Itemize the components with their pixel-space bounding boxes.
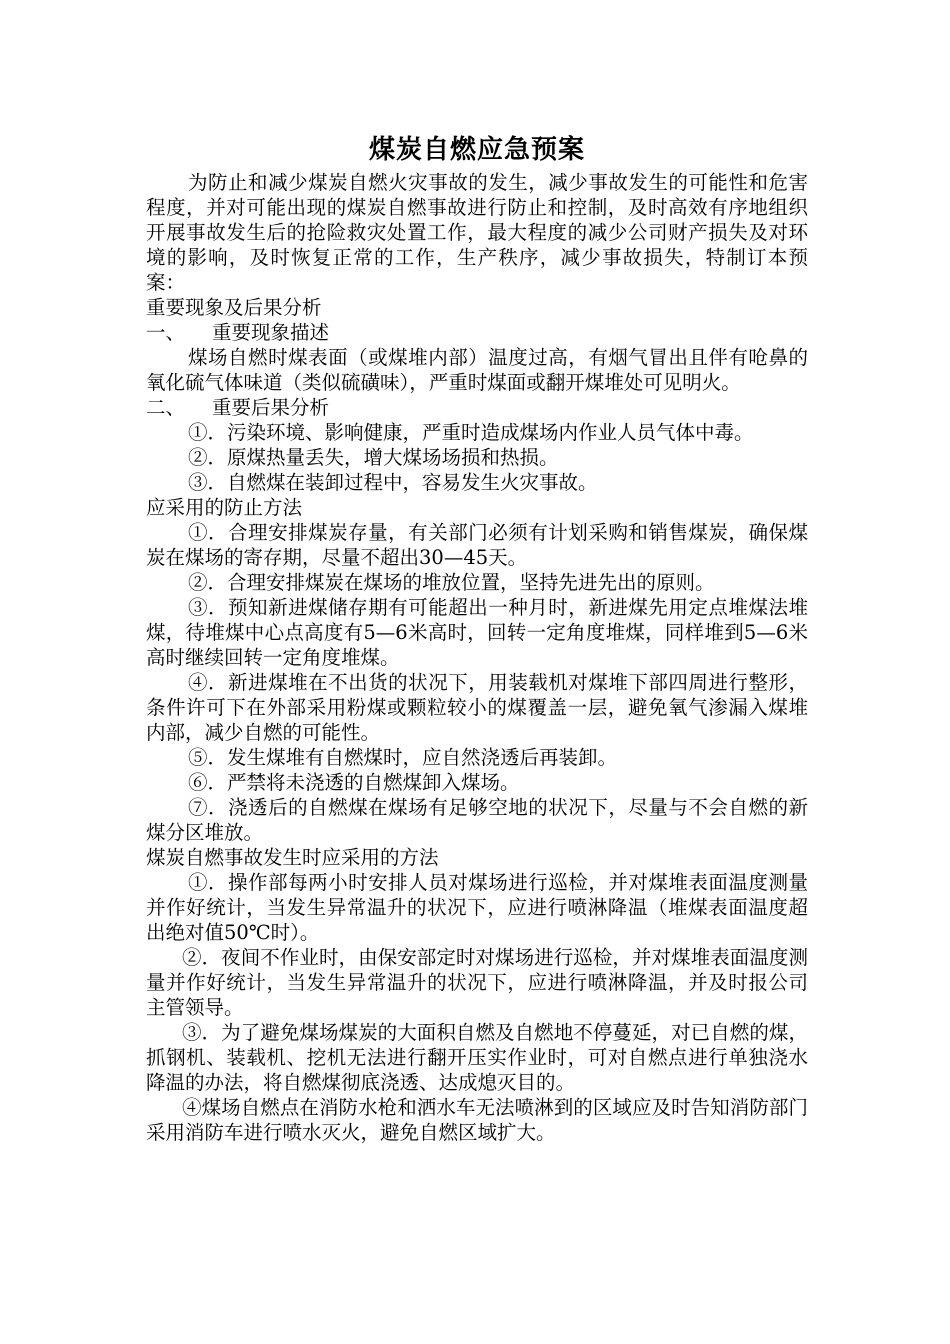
list-item: ②．原煤热量丢失，增大煤场场损和热损。 xyxy=(188,446,559,469)
document-title: 煤炭自燃应急预案 xyxy=(368,135,585,165)
list-item: ③．自燃煤在装卸过程中，容易发生火灾事故。 xyxy=(188,471,598,494)
list-item: ②．夜间不作业时，由保安部定时对煤场进行巡检，并对煤堆表面温度测量并作好统计，当发生异常温升的状况下，应进行喷淋降温，并及时报公司主管领导。 xyxy=(146,946,808,1019)
section-heading-response: 煤炭自燃事故发生时应采用的方法 xyxy=(146,846,439,869)
list-item: ④煤场自燃点在消防水枪和洒水车无法喷淋到的区域应及时告知消防部门采用消防车进行喷水灭火，避免自燃区域扩大。 xyxy=(146,1096,808,1144)
list-item: ⑤．发生煤堆有自燃煤时，应自然浇透后再装卸。 xyxy=(188,746,618,769)
list-item: ①．操作部每两小时安排人员对煤场进行巡检，并对煤堆表面温度测量并作好统计，当发生异常温升的状况下，应进行喷淋降温（堆煤表面温度超出绝对值50℃时）。 xyxy=(146,871,808,944)
list-item: ⑥．严禁将未浇透的自燃煤卸入煤场。 xyxy=(188,771,520,794)
subsection-heading-consequences xyxy=(146,395,808,420)
list-item: ④．新进煤堆在不出货的状况下，用装载机对煤堆下部四周进行整形，条件许可下在外部采用粉煤或颗粒较小的煤覆盖一层，避免氧气渗漏入煤堆内部，减少自燃的可能性。 xyxy=(146,671,808,744)
list-item: ①．合理安排煤炭存量，有关部门必须有计划采购和销售煤炭，确保煤炭在煤场的寄存期，尽量不超出30—45天。 xyxy=(146,521,808,569)
intro-paragraph: 为防止和减少煤炭自燃火灾事故的发生，减少事故发生的可能性和危害程度，并对可能出现的煤炭自燃事故进行防止和控制，及时高效有序地组织开展事故发生后的抢险救灾处置工作，最大程度的减少公司财产损失及对环境的影响，及时恢复正常的工作，生产秩序，减少事故损失，特制订本预案： xyxy=(146,171,808,294)
subsection-number: 二、 xyxy=(146,396,186,419)
subsection-heading-phenomena xyxy=(146,320,808,345)
list-item: ②．合理安排煤炭在煤场的堆放位置，坚持先进先出的原则。 xyxy=(188,571,715,594)
list-item: ③．为了避免煤场煤炭的大面积自燃及自燃地不停蔓延，对已自燃的煤，抓钢机、装载机、挖机无法进行翻开压实作业时，可对自燃点进行单独浇水降温的办法，将自燃煤彻底浇透、达成熄灭目的。 xyxy=(146,1021,808,1094)
section-heading-analysis: 重要现象及后果分析 xyxy=(146,296,322,319)
list-item: ③．预知新进煤储存期有可能超出一种月时，新进煤先用定点堆煤法堆煤，待堆煤中心点高度有5—6米高时，回转一定角度堆煤，同样堆到5—6米高时继续回转一定角度堆煤。 xyxy=(146,596,808,669)
phenomena-paragraph: 煤场自燃时煤表面（或煤堆内部）温度过高，有烟气冒出且伴有呛鼻的氧化硫气体味道（类似硫磺味），严重时煤面或翻开煤堆处可见明火。 xyxy=(146,346,808,394)
subsection-number: 一、 xyxy=(146,321,186,344)
section-heading-prevention: 应采用的防止方法 xyxy=(146,496,303,519)
subsection-title: 重要现象描述 xyxy=(212,321,330,344)
document-page xyxy=(146,130,808,1145)
subsection-title: 重要后果分析 xyxy=(212,396,330,419)
list-item: ⑦．浇透后的自燃煤在煤场有足够空地的状况下，尽量与不会自燃的新煤分区堆放。 xyxy=(146,796,808,844)
list-item: ①．污染环境、影响健康，严重时造成煤场内作业人员气体中毒。 xyxy=(188,421,754,444)
